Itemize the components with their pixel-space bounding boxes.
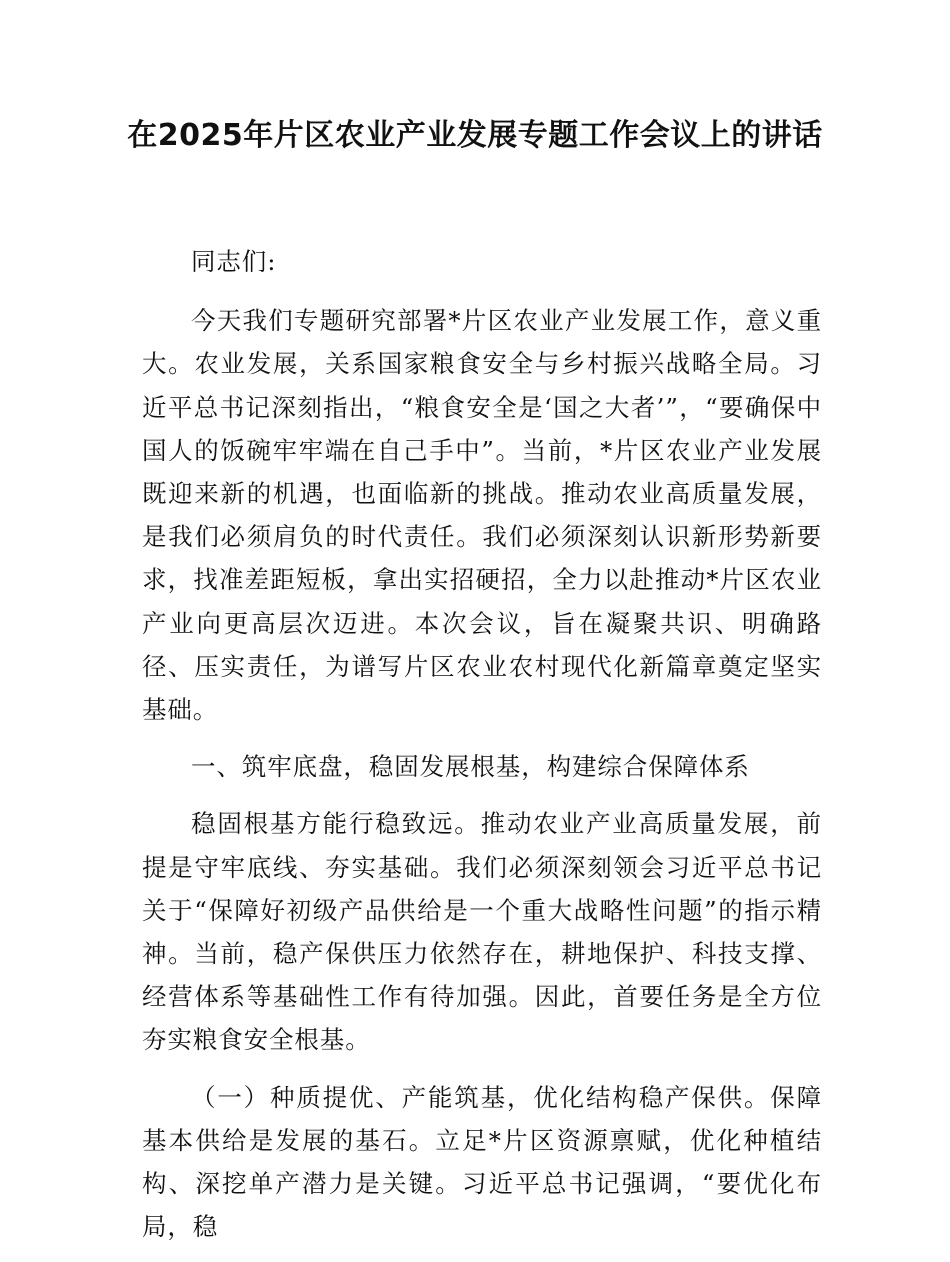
salutation: 同志们: (191, 247, 277, 276)
paragraph-section-1: 稳固根基方能行稳致远。推动农业产业高质量发展，前提是守牢底线、夯实基础。我们必须深刻领会习近平总书记关于“保障好初级产品供给是一个重大战略性问题”的指示精神。当前，稳产保供压力依然存在，耕地保护、科技支撑、经营体系等基础性工作有待加强。因此，首要任务是全方位夯实粮食安全根基。 (142, 809, 822, 1055)
section-heading-1: 一、筑牢底盘，稳固发展根基，构建综合保障体系 (191, 752, 750, 782)
document-body (142, 240, 822, 1262)
paragraph-subsection-1: （一）种质提优、产能筑基，优化结构稳产保供。保障基本供给是发展的基石。立足*片区资源禀赋，优化种植结构、深挖单产潜力是关键。习近平总书记强调，“要优化布局，稳 (142, 1082, 822, 1242)
paragraph-intro: 今天我们专题研究部署*片区农业产业发展工作，意义重大。农业发展，关系国家粮食安全与乡村振兴战略全局。习近平总书记深刻指出，“粮食安全是‘国之大者’”，“要确保中国人的饭碗牢牢端在自己手中”。当前，*片区农业产业发展既迎来新的机遇，也面临新的挑战。推动农业高质量发展，是我们必须肩负的时代责任。我们必须深刻认识新形势新要求，找准差距短板，拿出实招硬招，全力以赴推动*片区农业产业向更高层次迈进。本次会议，旨在凝聚共识、明确路径、压实责任，为谱写片区农业农村现代化新篇章奠定坚实基础。 (142, 306, 822, 725)
document-title: 在2025年片区农业产业发展专题工作会议上的讲话 (127, 118, 823, 153)
